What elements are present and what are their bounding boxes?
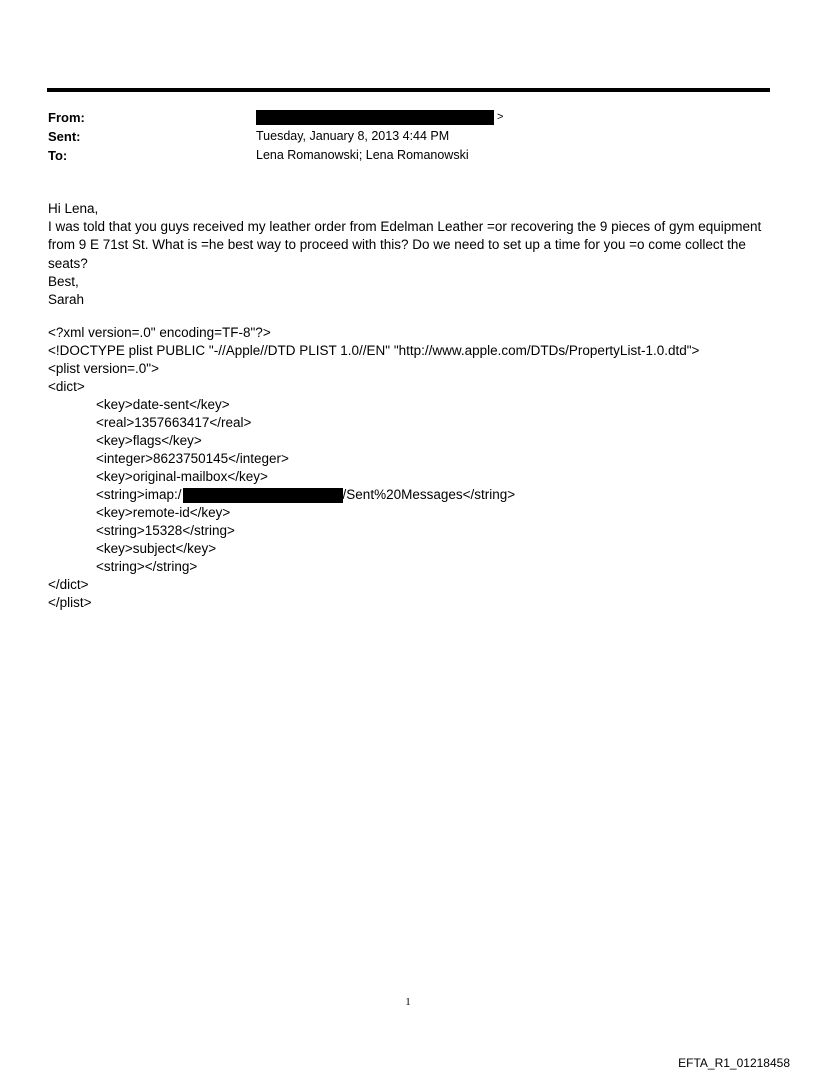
plist-xml-block xyxy=(48,324,788,612)
imap-prefix: <string>imap:/ xyxy=(96,487,182,502)
integer-value: <integer>8623750145</integer> xyxy=(96,451,289,466)
message-paragraph: I was told that you guys received my leather order from Edelman Leather =or recovering the 9 pieces of gym equipment from 9 E 71st St. What is =he best way to proceed with this? Do we need to set up a time for you =o come collect the seats? xyxy=(48,219,762,271)
to-label: To: xyxy=(48,148,68,163)
email-body xyxy=(48,200,788,309)
from-suffix: > xyxy=(497,111,504,123)
string-subject: <string></string> xyxy=(96,559,198,574)
to-value: Lena Romanowski; Lena Romanowski xyxy=(256,148,469,162)
plist-open: <plist version=.0"> xyxy=(48,361,159,376)
xml-declaration: <?xml version=.0" encoding=TF-8"?> xyxy=(48,325,271,340)
bates-number: EFTA_R1_01218458 xyxy=(678,1056,790,1070)
xml-doctype: <!DOCTYPE plist PUBLIC "-//Apple//DTD PLIST 1.0//EN" "http://www.apple.com/DTDs/PropertyList-1.0.dtd"> xyxy=(48,343,700,358)
header-rule xyxy=(47,88,770,92)
key-original-mailbox: <key>original-mailbox</key> xyxy=(96,469,268,484)
sent-row xyxy=(48,127,748,146)
key-flags: <key>flags</key> xyxy=(96,433,202,448)
signature: Sarah xyxy=(48,292,85,308)
key-subject: <key>subject</key> xyxy=(96,541,217,556)
sent-label: Sent: xyxy=(48,129,81,144)
dict-open: <dict> xyxy=(48,379,85,394)
from-value xyxy=(256,108,503,127)
key-date-sent: <key>date-sent</key> xyxy=(96,397,230,412)
greeting: Hi Lena, xyxy=(48,201,99,216)
key-remote-id: <key>remote-id</key> xyxy=(96,505,231,520)
redaction-block xyxy=(256,110,494,125)
plist-close: </plist> xyxy=(48,595,92,610)
closing: Best, xyxy=(48,273,79,289)
sent-value: Tuesday, January 8, 2013 4:44 PM xyxy=(256,129,450,143)
from-row xyxy=(48,108,748,127)
page-number: 1 xyxy=(405,996,411,1008)
from-label: From: xyxy=(48,110,85,125)
email-header xyxy=(48,108,748,165)
real-value: <real>1357663417</real> xyxy=(96,415,252,430)
redaction-block xyxy=(183,488,343,503)
to-row xyxy=(48,146,748,165)
string-imap xyxy=(48,486,788,504)
string-remote-id: <string>15328</string> xyxy=(96,523,235,538)
dict-close: </dict> xyxy=(48,577,89,592)
imap-suffix: /Sent%20Messages</string> xyxy=(342,487,516,502)
